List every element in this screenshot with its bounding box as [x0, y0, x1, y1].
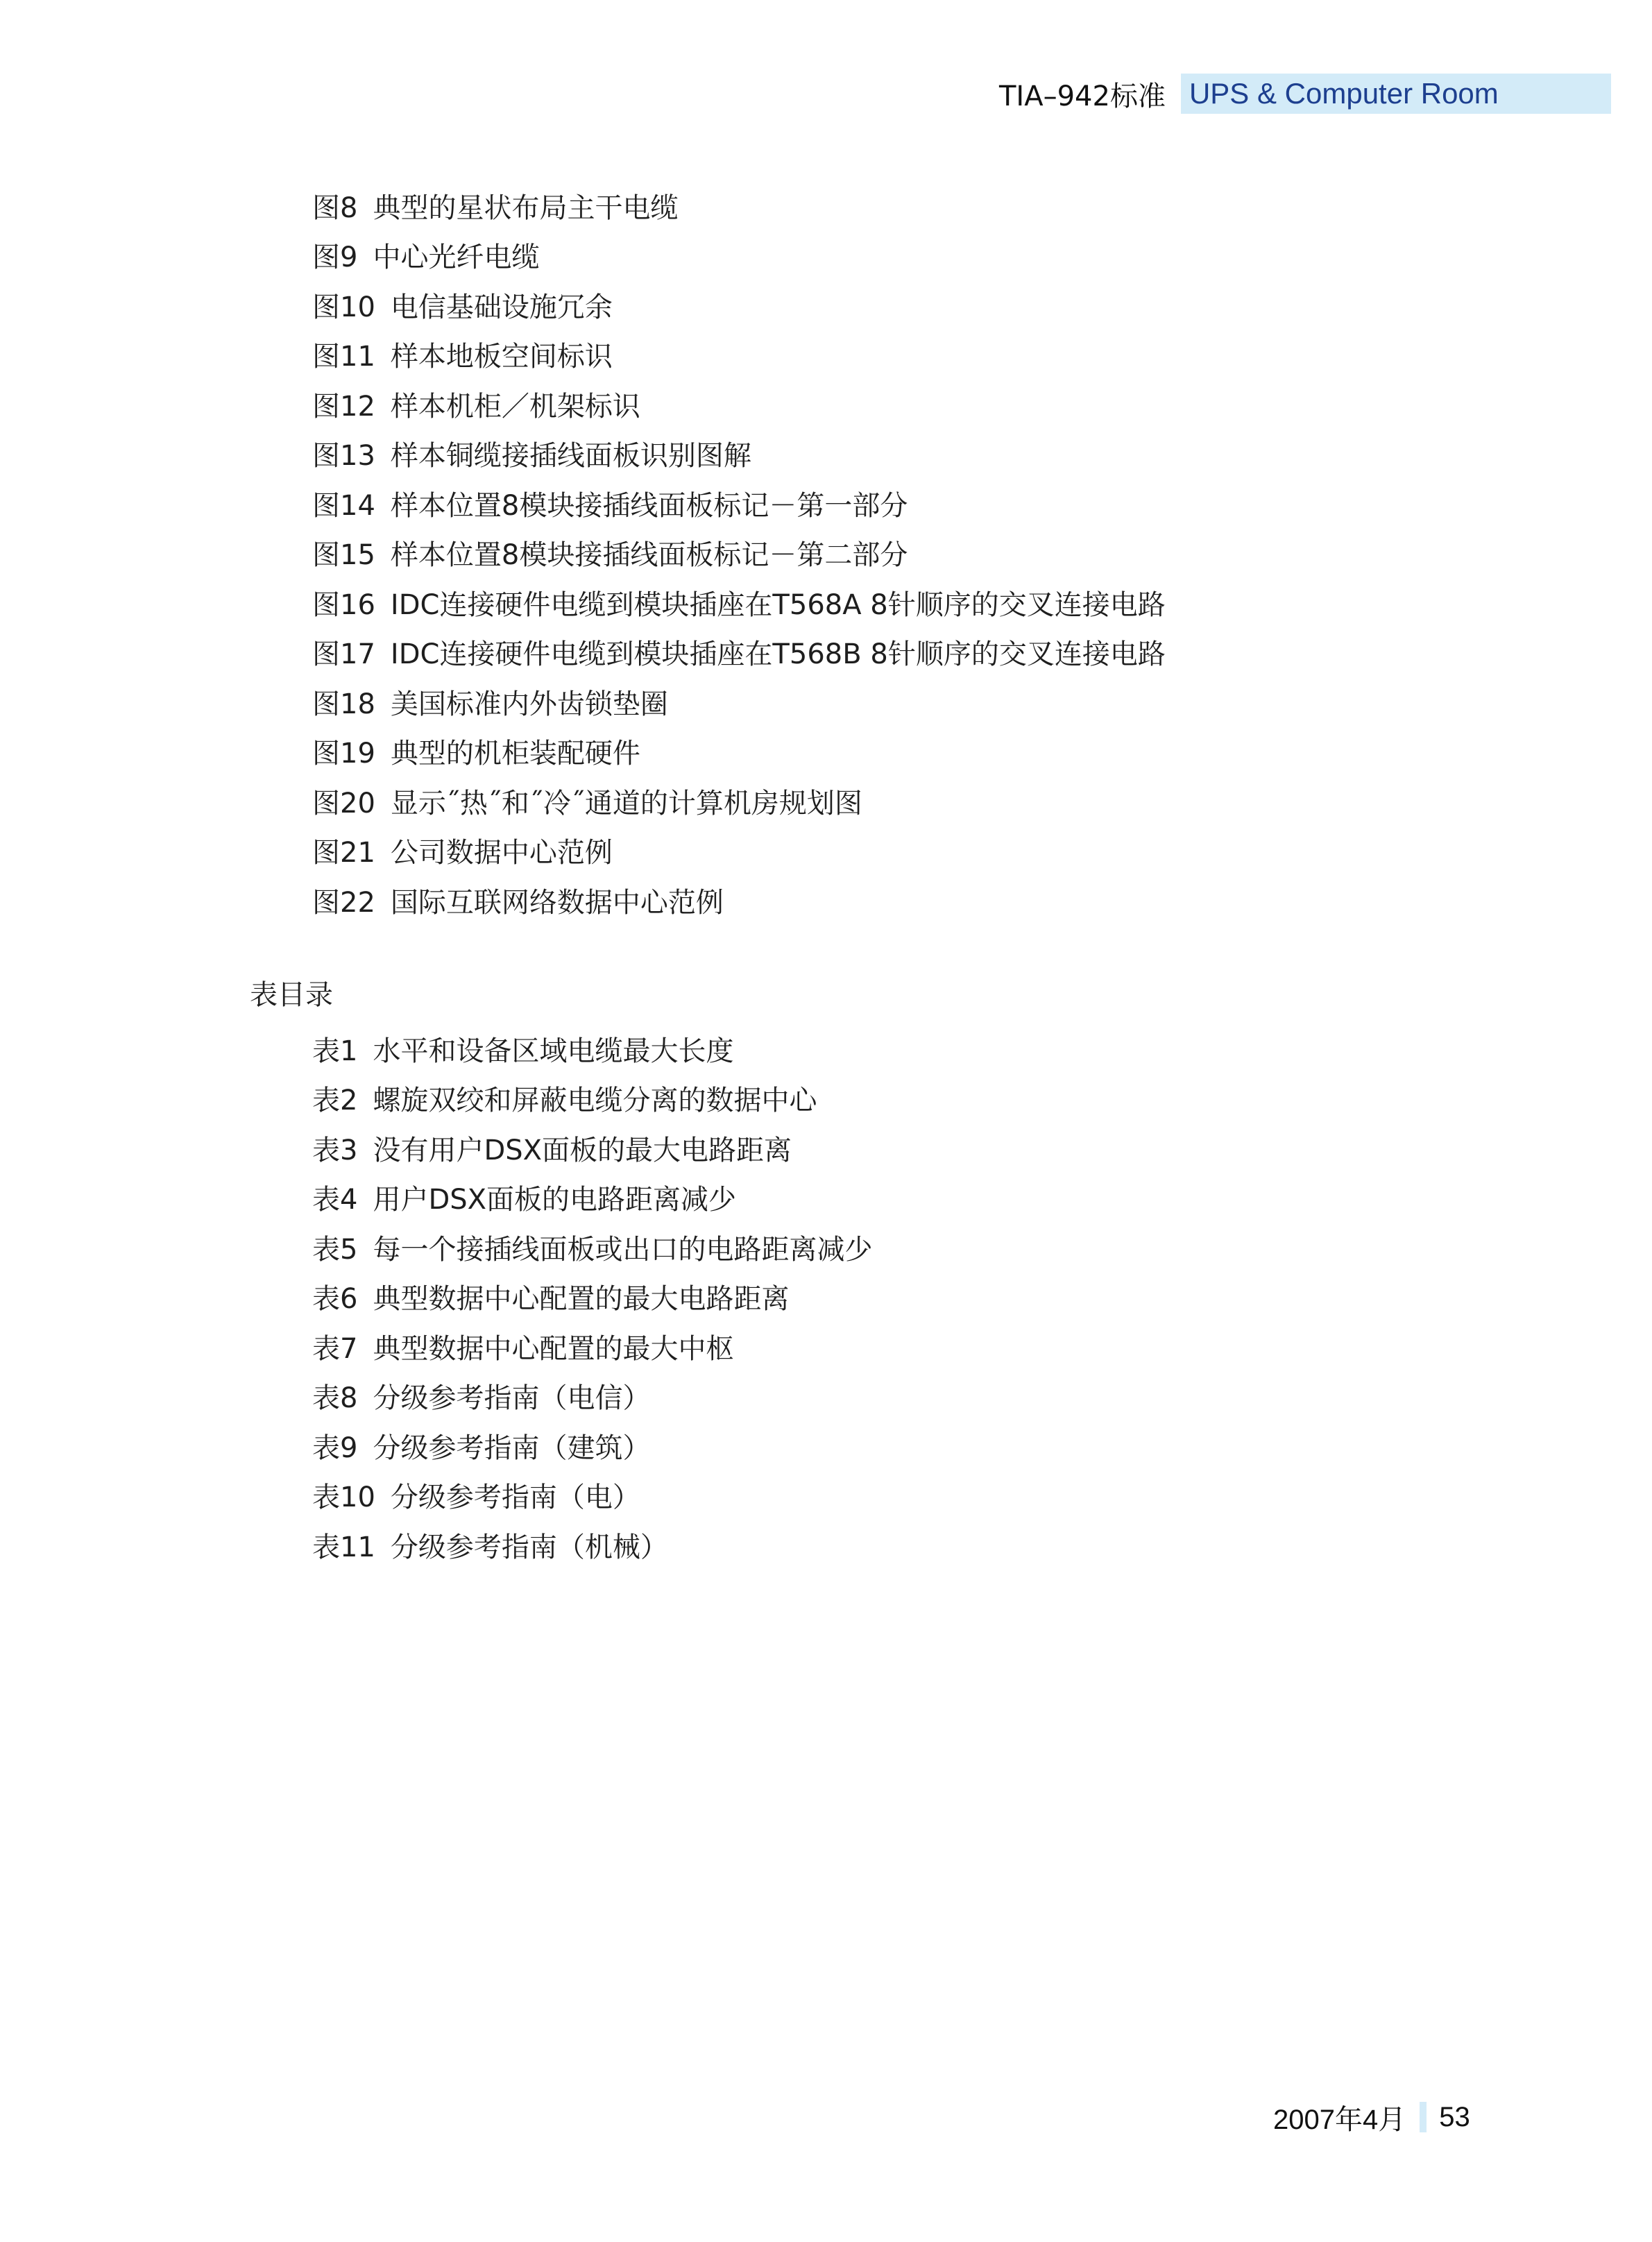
figure-title: 电信基础设施冗余	[390, 291, 613, 323]
figure-title: 中心光纤电缆	[373, 241, 540, 273]
figure-label: 图11	[312, 341, 375, 373]
figure-title: 样本位置8模块接插线面板标记－第二部分	[390, 539, 908, 571]
table-label: 表6	[312, 1283, 358, 1315]
table-title: 分级参考指南（机械）	[390, 1531, 668, 1563]
figure-label: 图10	[312, 291, 375, 323]
table-label: 表11	[312, 1531, 375, 1563]
figure-entry	[312, 737, 640, 770]
table-title: 分级参考指南（建筑）	[373, 1432, 651, 1464]
figure-title: 典型的星状布局主干电缆	[373, 192, 679, 224]
table-entry	[312, 1233, 872, 1266]
table-entry	[312, 1332, 733, 1366]
figure-label: 图14	[312, 490, 375, 522]
table-title: 没有用户DSX面板的最大电路距离	[373, 1135, 792, 1166]
header-standard: TIA–942标准	[999, 80, 1166, 112]
figure-title: 公司数据中心范例	[390, 837, 613, 869]
figure-title: 显示˝热˝和˝冷˝通道的计算机房规划图	[390, 788, 862, 819]
figure-label: 图12	[312, 391, 375, 423]
table-entry	[312, 1134, 792, 1167]
figure-entry	[312, 439, 751, 473]
table-title: 每一个接插线面板或出口的电路距离减少	[373, 1234, 873, 1266]
table-title: 水平和设备区域电缆最大长度	[373, 1035, 734, 1067]
figure-label: 图13	[312, 440, 375, 472]
figure-title: 国际互联网络数据中心范例	[390, 887, 724, 919]
table-entry	[312, 1382, 650, 1415]
table-entry	[312, 1432, 650, 1465]
table-entry	[312, 1282, 789, 1316]
figure-entry	[312, 836, 613, 869]
table-title: 螺旋双绞和屏蔽电缆分离的数据中心	[373, 1085, 817, 1116]
table-title: 分级参考指南（电）	[390, 1481, 640, 1513]
figure-entry	[312, 489, 908, 523]
figure-label: 图22	[312, 887, 375, 919]
table-title: 分级参考指南（电信）	[373, 1382, 651, 1414]
figure-title: 样本铜缆接插线面板识别图解	[390, 440, 751, 472]
table-label: 表2	[312, 1085, 358, 1116]
table-label: 表4	[312, 1184, 358, 1216]
table-label: 表3	[312, 1135, 358, 1166]
figure-entry	[312, 787, 862, 820]
table-title: 用户DSX面板的电路距离减少	[373, 1184, 737, 1216]
figure-label: 图9	[312, 241, 358, 273]
header-brand: UPS & Computer Room	[1181, 74, 1611, 114]
figure-title: 美国标准内外齿锁垫圈	[390, 688, 668, 720]
figure-entry	[312, 390, 640, 423]
table-entry	[312, 1183, 736, 1216]
figure-entry	[312, 340, 613, 373]
table-label: 表5	[312, 1234, 358, 1266]
figure-entry	[312, 886, 724, 919]
figure-label: 图21	[312, 837, 375, 869]
table-entry	[312, 1084, 817, 1117]
figure-label: 图17	[312, 638, 375, 670]
figure-title: IDC连接硬件电缆到模块插座在T568A 8针顺序的交叉连接电路	[390, 589, 1166, 621]
table-label: 表10	[312, 1481, 375, 1513]
figure-entry	[312, 241, 539, 274]
figure-title: 样本位置8模块接插线面板标记－第一部分	[390, 490, 908, 522]
figure-entry	[312, 588, 1166, 622]
table-title: 典型数据中心配置的最大电路距离	[373, 1283, 790, 1315]
figure-label: 图15	[312, 539, 375, 571]
table-entry	[312, 1035, 733, 1068]
page-header	[999, 72, 1611, 115]
figure-title: IDC连接硬件电缆到模块插座在T568B 8针顺序的交叉连接电路	[390, 638, 1166, 670]
figure-label: 图16	[312, 589, 375, 621]
table-label: 表1	[312, 1035, 358, 1067]
figure-entry	[312, 538, 908, 572]
table-label: 表9	[312, 1432, 358, 1464]
table-title: 典型数据中心配置的最大中枢	[373, 1333, 734, 1365]
figure-title: 典型的机柜装配硬件	[390, 738, 640, 770]
tables-section-title: 表目录	[250, 979, 333, 1011]
figure-entry	[312, 688, 668, 721]
figure-label: 图18	[312, 688, 375, 720]
page-number: 53	[1439, 2101, 1470, 2132]
figure-title: 样本机柜／机架标识	[390, 391, 640, 423]
figure-label: 图19	[312, 738, 375, 770]
figure-title: 样本地板空间标识	[390, 341, 613, 373]
table-entry	[312, 1481, 640, 1514]
page-footer	[1273, 2098, 1470, 2137]
figure-label: 图8	[312, 192, 358, 224]
table-entry	[312, 1531, 668, 1564]
table-label: 表7	[312, 1333, 358, 1365]
figure-entry	[312, 291, 613, 324]
table-label: 表8	[312, 1382, 358, 1414]
figure-label: 图20	[312, 788, 375, 819]
figure-entry	[312, 192, 678, 225]
footer-divider	[1420, 2102, 1427, 2132]
footer-date: 2007年4月	[1273, 2104, 1406, 2135]
figure-entry	[312, 638, 1166, 671]
